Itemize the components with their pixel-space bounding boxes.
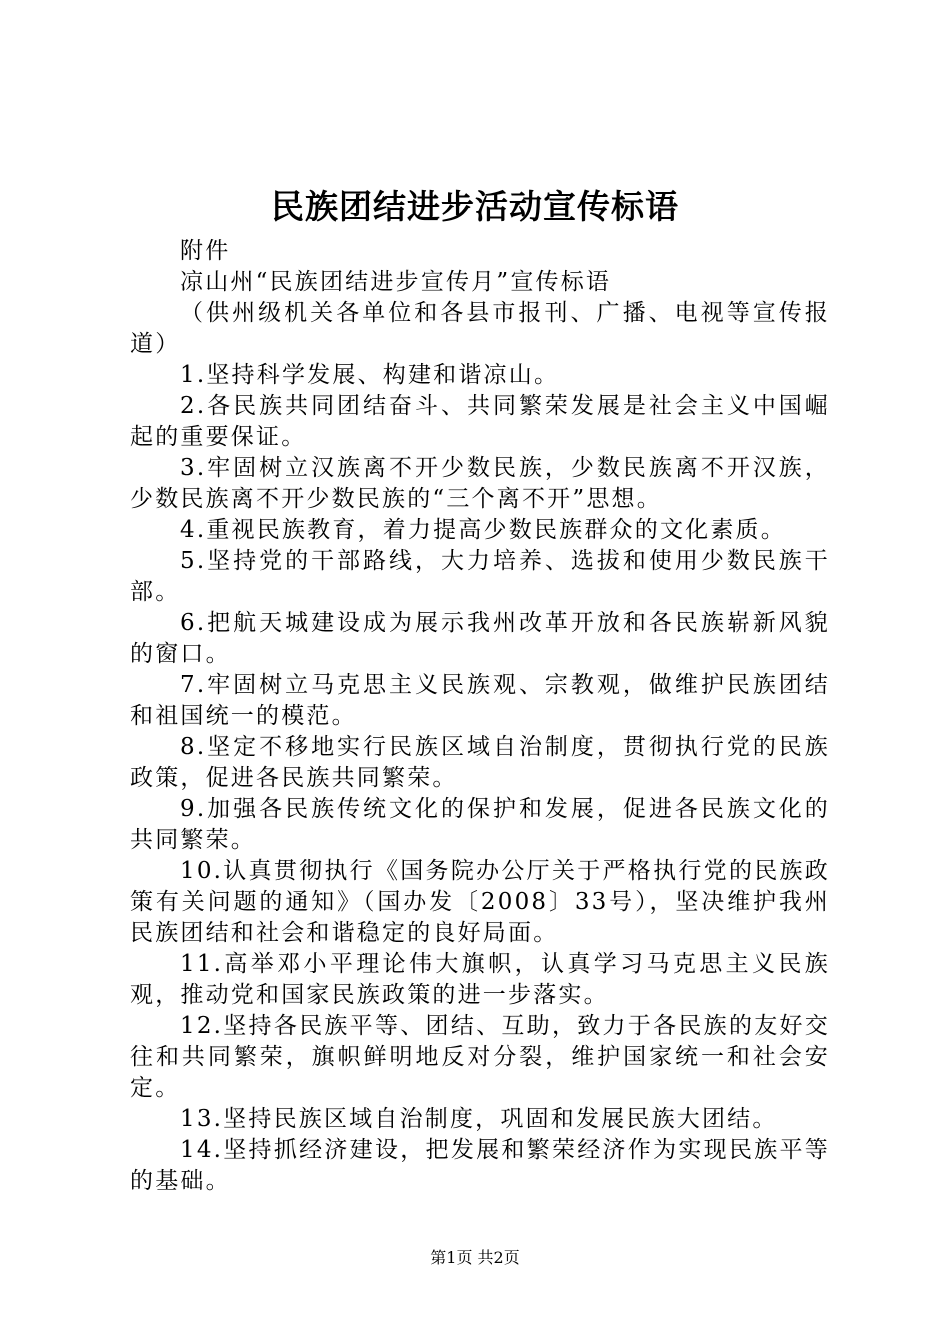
document-title: 民族团结进步活动宣传标语 (271, 187, 679, 226)
slogan-item: 14.坚持抓经济建设，把发展和繁荣经济作为实现民族平等的基础。 (130, 1137, 830, 1194)
slogan-item: 5.坚持党的干部路线，大力培养、选拔和使用少数民族干部。 (130, 548, 830, 605)
slogan-item: 1.坚持科学发展、构建和谐凉山。 (180, 362, 560, 388)
document-body (130, 236, 830, 1197)
slogan-item: 4.重视民族教育，着力提高少数民族群众的文化素质。 (180, 517, 786, 543)
slogan-item: 6.把航天城建设成为展示我州改革开放和各民族崭新风貌的窗口。 (130, 610, 830, 667)
slogan-item: 10.认真贯彻执行《国务院办公厅关于严格执行党的民族政策有关问题的通知》（国办发〔2008〕33号），坚决维护我州民族团结和社会和谐稳定的良好局面。 (130, 858, 830, 946)
page-number-footer: 第1页 共2页 (430, 1248, 520, 1267)
slogan-item: 12.坚持各民族平等、团结、互助，致力于各民族的友好交往和共同繁荣，旗帜鲜明地反对分裂，维护国家统一和社会安定。 (130, 1013, 830, 1101)
paragraph-subtitle: 凉山州“民族团结进步宣传月”宣传标语 (180, 269, 612, 295)
paragraph-attachment: 附件 (180, 238, 231, 264)
slogan-item: 3.牢固树立汉族离不开少数民族，少数民族离不开汉族，少数民族离不开少数民族的“三个离不开”思想。 (130, 455, 830, 512)
slogan-item: 9.加强各民族传统文化的保护和发展，促进各民族文化的共同繁荣。 (130, 796, 830, 853)
slogan-item: 13.坚持民族区域自治制度，巩固和发展民族大团结。 (180, 1106, 778, 1132)
slogan-item: 8.坚定不移地实行民族区域自治制度，贯彻执行党的民族政策，促进各民族共同繁荣。 (130, 734, 830, 791)
slogan-item: 7.牢固树立马克思主义民族观、宗教观，做维护民族团结和祖国统一的模范。 (130, 672, 830, 729)
paragraph-note: （供州级机关各单位和各县市报刊、广播、电视等宣传报道） (130, 300, 830, 357)
slogan-item: 11.高举邓小平理论伟大旗帜，认真学习马克思主义民族观，推动党和国家民族政策的进一步落实。 (130, 951, 830, 1008)
slogan-item: 2.各民族共同团结奋斗、共同繁荣发展是社会主义中国崛起的重要保证。 (130, 393, 830, 450)
